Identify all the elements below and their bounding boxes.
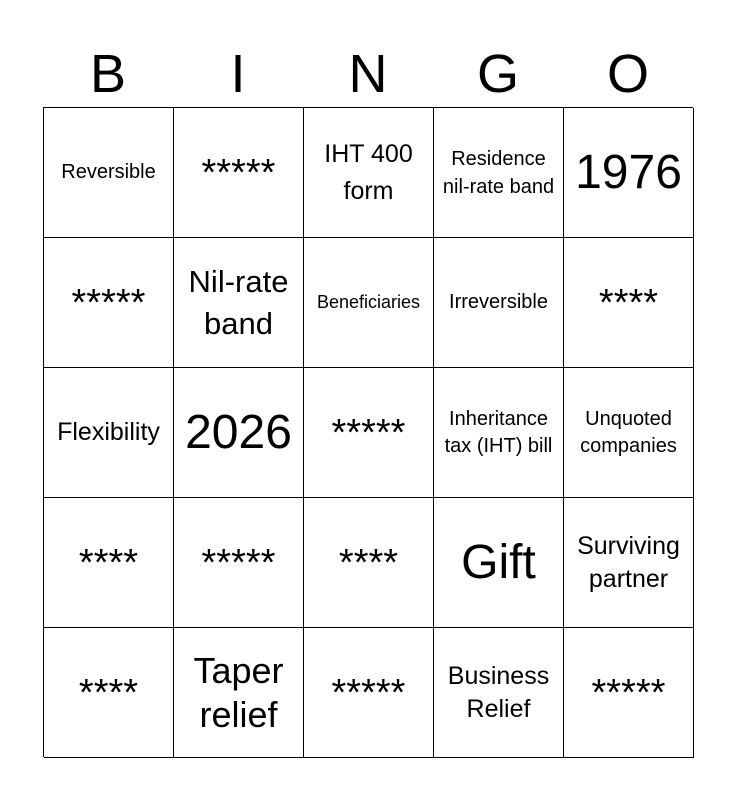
bingo-cell[interactable] xyxy=(174,238,304,368)
bingo-cell[interactable] xyxy=(304,368,434,498)
cell-text: 1976 xyxy=(575,145,682,199)
bingo-cell[interactable] xyxy=(434,368,564,498)
cell-text: **** xyxy=(78,671,139,714)
cell-text: **** xyxy=(338,541,399,584)
bingo-cell[interactable] xyxy=(304,628,434,758)
bingo-cell[interactable] xyxy=(434,498,564,628)
header-letter-i: I xyxy=(230,44,246,104)
bingo-cell[interactable] xyxy=(564,108,694,238)
bingo-cell[interactable] xyxy=(44,108,174,238)
bingo-cell[interactable] xyxy=(44,628,174,758)
bingo-cell[interactable] xyxy=(304,108,434,238)
bingo-cell[interactable] xyxy=(434,108,564,238)
bingo-cell[interactable] xyxy=(304,238,434,368)
bingo-cell[interactable] xyxy=(174,628,304,758)
cell-text: Business Relief xyxy=(447,662,550,723)
bingo-cell[interactable] xyxy=(174,108,304,238)
bingo-header xyxy=(43,40,693,108)
cell-text: ***** xyxy=(71,281,146,324)
bingo-cell[interactable] xyxy=(434,628,564,758)
cell-text: Inheritance tax (IHT) bill xyxy=(444,407,553,457)
cell-text: Surviving partner xyxy=(577,532,680,593)
cell-text: Residence nil-rate band xyxy=(442,147,555,198)
bingo-cell[interactable] xyxy=(174,368,304,498)
bingo-cell[interactable] xyxy=(44,238,174,368)
cell-text: 2026 xyxy=(185,405,292,459)
cell-text: ***** xyxy=(331,671,406,714)
cell-text: Gift xyxy=(461,535,536,589)
cell-text: ***** xyxy=(201,151,276,194)
cell-text: Taper relief xyxy=(193,650,284,735)
cell-text: Unquoted companies xyxy=(580,407,677,457)
cell-text: Nil-rate band xyxy=(188,263,289,341)
cell-text: ***** xyxy=(331,411,406,454)
bingo-cell[interactable] xyxy=(44,498,174,628)
bingo-cell[interactable] xyxy=(434,238,564,368)
cell-text: **** xyxy=(598,281,659,324)
bingo-cell[interactable] xyxy=(564,628,694,758)
header-letter-g: G xyxy=(476,44,519,104)
bingo-cell[interactable] xyxy=(174,498,304,628)
bingo-cell[interactable] xyxy=(44,368,174,498)
bingo-cell[interactable] xyxy=(564,238,694,368)
cell-text: **** xyxy=(78,541,139,584)
bingo-cell[interactable] xyxy=(564,498,694,628)
bingo-cell[interactable] xyxy=(564,368,694,498)
cell-text: Reversible xyxy=(61,161,156,183)
cell-text: Irreversible xyxy=(449,291,548,313)
header-letter-n: N xyxy=(348,44,388,104)
bingo-board xyxy=(43,107,693,757)
cell-text: Beneficiaries xyxy=(316,291,421,312)
cell-text: Flexibility xyxy=(57,418,160,447)
bingo-cell[interactable] xyxy=(304,498,434,628)
cell-text: IHT 400 form xyxy=(324,140,413,205)
cell-text: ***** xyxy=(591,671,666,714)
header-letter-b: B xyxy=(89,44,127,104)
cell-text: ***** xyxy=(201,541,276,584)
header-letter-o: O xyxy=(606,44,649,104)
